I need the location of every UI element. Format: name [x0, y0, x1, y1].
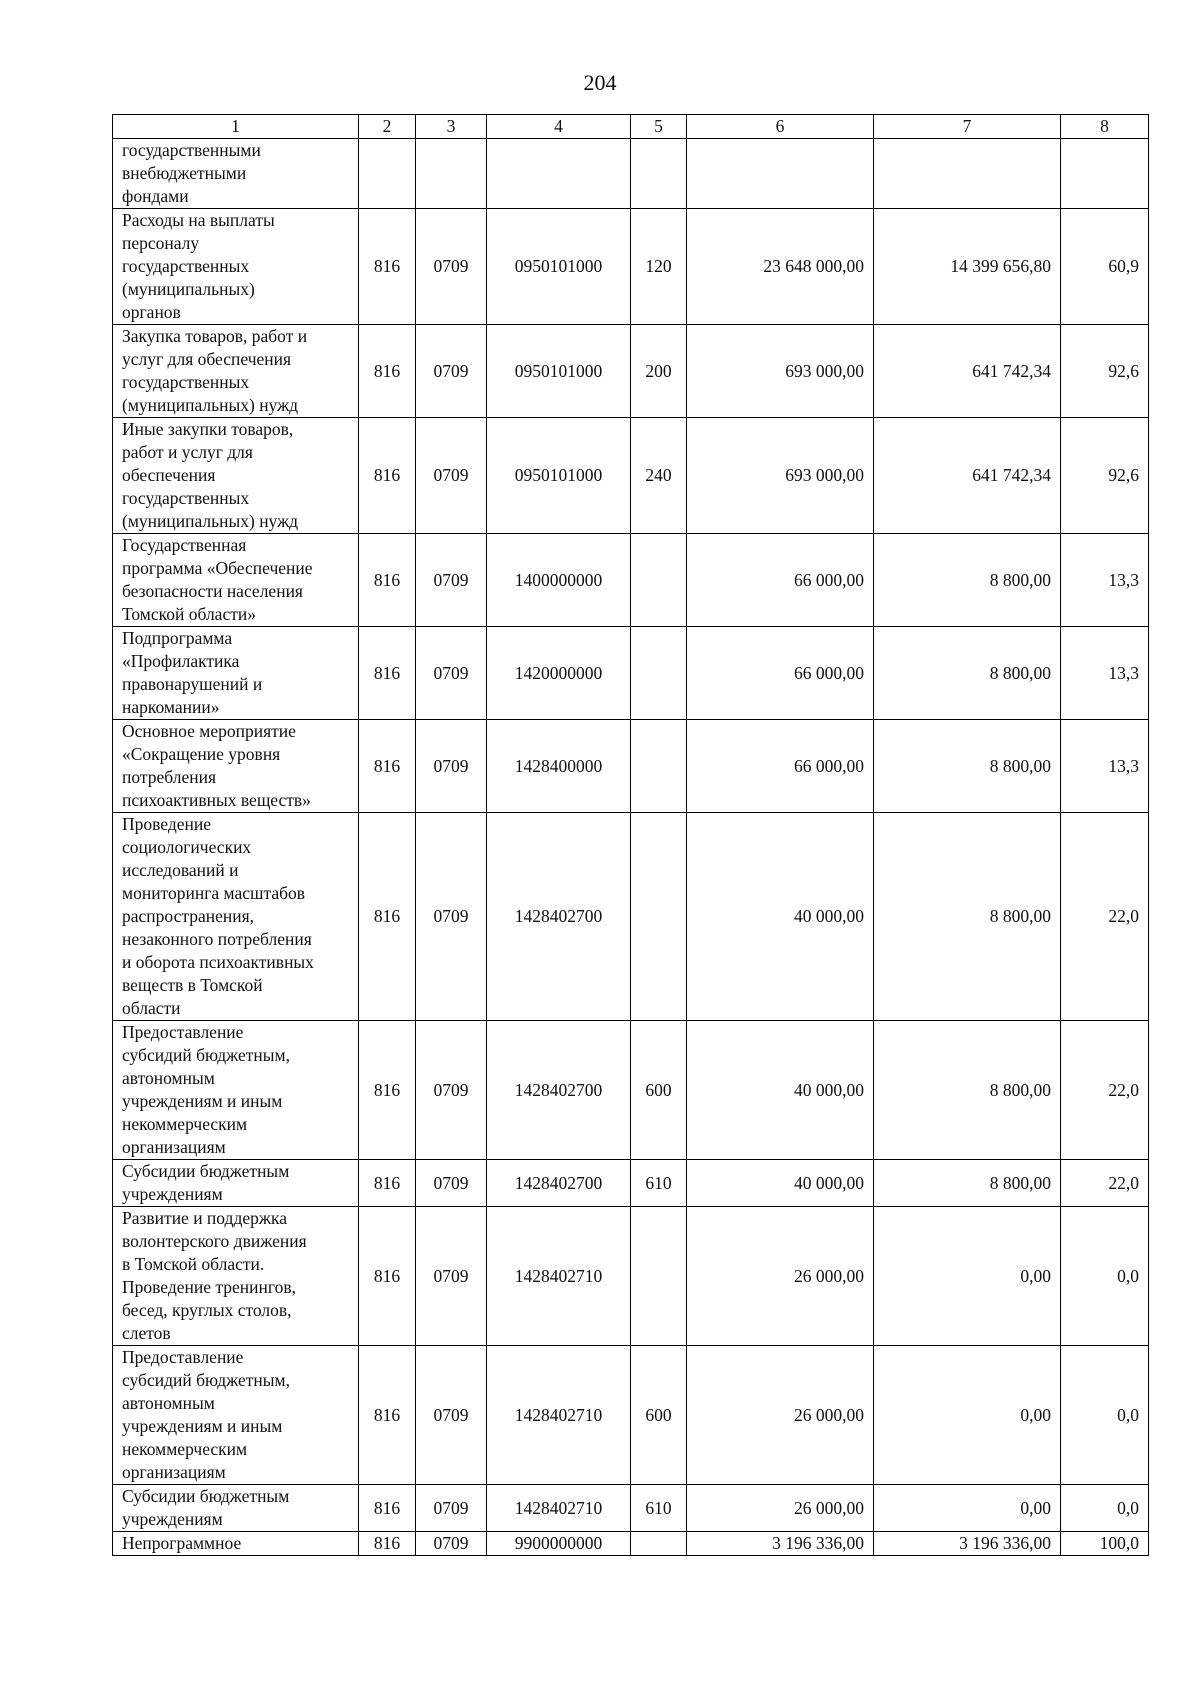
section-cell: 0709 [416, 720, 487, 813]
plan-amount-cell [687, 139, 874, 209]
item-name-line: (муниципальных) нужд [122, 511, 299, 531]
item-name-line: Иные закупки товаров, [122, 419, 294, 439]
column-header: 8 [1061, 115, 1149, 139]
target-article-cell: 1428402700 [487, 1160, 631, 1207]
column-header: 3 [416, 115, 487, 139]
section-cell: 0709 [416, 627, 487, 720]
item-name-cell [113, 139, 359, 209]
target-article-cell [487, 139, 631, 209]
item-name-line: учреждениям [122, 1184, 223, 1204]
expense-type-cell: 600 [631, 1346, 687, 1485]
plan-amount-cell: 66 000,00 [687, 534, 874, 627]
plan-amount-cell: 40 000,00 [687, 1160, 874, 1207]
expense-type-cell: 200 [631, 325, 687, 418]
percent-cell: 13,3 [1061, 534, 1149, 627]
item-name-line: Предоставление [122, 1022, 244, 1042]
item-name-cell [113, 534, 359, 627]
item-name-cell [113, 813, 359, 1021]
section-cell: 0709 [416, 1207, 487, 1346]
item-name-line: психоактивных веществ» [122, 790, 311, 810]
actual-amount-cell: 14 399 656,80 [874, 209, 1061, 325]
plan-amount-cell: 23 648 000,00 [687, 209, 874, 325]
percent-cell: 22,0 [1061, 813, 1149, 1021]
item-name-line: в Томской области. [122, 1254, 265, 1274]
item-name-line: государственных [122, 372, 250, 392]
table-row [113, 1532, 1149, 1556]
section-cell: 0709 [416, 209, 487, 325]
item-name-line: Государственная [122, 535, 247, 555]
item-name-line: бесед, круглых столов, [122, 1300, 292, 1320]
target-article-cell: 1428402710 [487, 1346, 631, 1485]
item-name-line: области [122, 998, 181, 1018]
item-name-line: субсидий бюджетным, [122, 1370, 290, 1390]
code-cell: 816 [359, 1532, 416, 1556]
item-name-line: Проведение тренингов, [122, 1277, 296, 1297]
item-name-line: наркомании» [122, 697, 220, 717]
table-row [113, 139, 1149, 209]
actual-amount-cell: 3 196 336,00 [874, 1532, 1061, 1556]
plan-amount-cell: 693 000,00 [687, 325, 874, 418]
item-name-cell [113, 209, 359, 325]
expense-type-cell [631, 139, 687, 209]
item-name-line: фондами [122, 186, 189, 206]
percent-cell: 13,3 [1061, 720, 1149, 813]
item-name-line: внебюджетными [122, 163, 247, 183]
actual-amount-cell: 8 800,00 [874, 813, 1061, 1021]
column-header: 4 [487, 115, 631, 139]
target-article-cell: 1428400000 [487, 720, 631, 813]
actual-amount-cell: 0,00 [874, 1485, 1061, 1532]
target-article-cell: 1400000000 [487, 534, 631, 627]
target-article-cell: 9900000000 [487, 1532, 631, 1556]
column-header: 1 [113, 115, 359, 139]
item-name-line: Развитие и поддержка [122, 1208, 287, 1228]
item-name-line: «Сокращение уровня [122, 744, 281, 764]
item-name-line: Закупка товаров, работ и [122, 326, 308, 346]
item-name-line: учреждениям и иным [122, 1416, 283, 1436]
item-name-line: Томской области» [122, 604, 256, 624]
percent-cell: 0,0 [1061, 1346, 1149, 1485]
section-cell: 0709 [416, 534, 487, 627]
item-name-line: веществ в Томской [122, 975, 263, 995]
budget-table [112, 114, 1149, 1556]
item-name-line: Проведение [122, 814, 212, 834]
table-row [113, 534, 1149, 627]
item-name-line: Субсидии бюджетным [122, 1486, 290, 1506]
column-header: 2 [359, 115, 416, 139]
expense-type-cell: 610 [631, 1485, 687, 1532]
item-name-line: исследований и [122, 860, 239, 880]
item-name-line: волонтерского движения [122, 1231, 307, 1251]
actual-amount-cell: 8 800,00 [874, 1021, 1061, 1160]
plan-amount-cell: 66 000,00 [687, 627, 874, 720]
expense-type-cell [631, 627, 687, 720]
target-article-cell: 0950101000 [487, 325, 631, 418]
table-row [113, 1485, 1149, 1532]
percent-cell: 0,0 [1061, 1485, 1149, 1532]
item-name-line: Расходы на выплаты [122, 210, 275, 230]
plan-amount-cell: 26 000,00 [687, 1346, 874, 1485]
table-row [113, 209, 1149, 325]
code-cell: 816 [359, 209, 416, 325]
table-row [113, 418, 1149, 534]
item-name-cell [113, 720, 359, 813]
item-name-line: программа «Обеспечение [122, 558, 313, 578]
actual-amount-cell: 8 800,00 [874, 627, 1061, 720]
percent-cell: 22,0 [1061, 1160, 1149, 1207]
item-name-line: (муниципальных) нужд [122, 395, 299, 415]
table-row [113, 720, 1149, 813]
code-cell: 816 [359, 1207, 416, 1346]
section-cell: 0709 [416, 418, 487, 534]
plan-amount-cell: 40 000,00 [687, 1021, 874, 1160]
percent-cell: 92,6 [1061, 418, 1149, 534]
code-cell: 816 [359, 813, 416, 1021]
code-cell: 816 [359, 534, 416, 627]
target-article-cell: 1428402710 [487, 1207, 631, 1346]
actual-amount-cell [874, 139, 1061, 209]
item-name-line: незаконного потребления [122, 929, 312, 949]
page-number: 204 [583, 70, 617, 95]
plan-amount-cell: 26 000,00 [687, 1485, 874, 1532]
actual-amount-cell: 8 800,00 [874, 720, 1061, 813]
code-cell: 816 [359, 1485, 416, 1532]
table-row [113, 1346, 1149, 1485]
item-name-line: распространения, [122, 906, 255, 926]
target-article-cell: 0950101000 [487, 209, 631, 325]
item-name-cell [113, 418, 359, 534]
table-row [113, 627, 1149, 720]
expense-type-cell: 600 [631, 1021, 687, 1160]
expense-type-cell [631, 813, 687, 1021]
target-article-cell: 1428402700 [487, 813, 631, 1021]
plan-amount-cell: 26 000,00 [687, 1207, 874, 1346]
item-name-line: социологических [122, 837, 252, 857]
percent-cell [1061, 139, 1149, 209]
item-name-line: слетов [122, 1323, 171, 1343]
percent-cell: 100,0 [1061, 1532, 1149, 1556]
item-name-cell [113, 1485, 359, 1532]
plan-amount-cell: 66 000,00 [687, 720, 874, 813]
item-name-line: автономным [122, 1393, 215, 1413]
code-cell: 816 [359, 627, 416, 720]
column-header: 6 [687, 115, 874, 139]
section-cell: 0709 [416, 325, 487, 418]
table-row [113, 325, 1149, 418]
item-name-line: автономным [122, 1068, 215, 1088]
item-name-line: организациям [122, 1137, 226, 1157]
target-article-cell: 1428402700 [487, 1021, 631, 1160]
item-name-cell [113, 1160, 359, 1207]
item-name-line: Субсидии бюджетным [122, 1161, 290, 1181]
table-body [113, 115, 1149, 1556]
code-cell: 816 [359, 1346, 416, 1485]
item-name-line: и оборота психоактивных [122, 952, 314, 972]
item-name-line: некоммерческим [122, 1114, 248, 1134]
expense-type-cell [631, 1532, 687, 1556]
expense-type-cell: 610 [631, 1160, 687, 1207]
actual-amount-cell: 8 800,00 [874, 1160, 1061, 1207]
item-name-line: Предоставление [122, 1347, 244, 1367]
section-cell: 0709 [416, 1160, 487, 1207]
percent-cell: 60,9 [1061, 209, 1149, 325]
item-name-line: безопасности населения [122, 581, 303, 601]
section-cell: 0709 [416, 1021, 487, 1160]
percent-cell: 0,0 [1061, 1207, 1149, 1346]
section-cell: 0709 [416, 813, 487, 1021]
item-name-line: Непрограммное [122, 1533, 242, 1553]
code-cell: 816 [359, 325, 416, 418]
item-name-line: обеспечения [122, 465, 216, 485]
actual-amount-cell: 641 742,34 [874, 418, 1061, 534]
table-row [113, 1021, 1149, 1160]
item-name-line: учреждениям [122, 1509, 223, 1529]
item-name-line: правонарушений и [122, 674, 263, 694]
item-name-cell [113, 1207, 359, 1346]
item-name-line: государственных [122, 256, 250, 276]
percent-cell: 13,3 [1061, 627, 1149, 720]
table-row [113, 813, 1149, 1021]
item-name-cell [113, 1532, 359, 1556]
column-header: 5 [631, 115, 687, 139]
plan-amount-cell: 40 000,00 [687, 813, 874, 1021]
item-name-line: организациям [122, 1462, 226, 1482]
table-row [113, 1160, 1149, 1207]
item-name-line: потребления [122, 767, 217, 787]
section-cell [416, 139, 487, 209]
item-name-line: Основное мероприятие [122, 721, 296, 741]
table-row [113, 1207, 1149, 1346]
item-name-line: учреждениям и иным [122, 1091, 283, 1111]
code-cell: 816 [359, 1021, 416, 1160]
column-header-row [113, 115, 1149, 139]
percent-cell: 22,0 [1061, 1021, 1149, 1160]
code-cell: 816 [359, 1160, 416, 1207]
item-name-cell [113, 627, 359, 720]
item-name-line: государственными [122, 140, 261, 160]
expense-type-cell [631, 720, 687, 813]
item-name-line: органов [122, 302, 181, 322]
actual-amount-cell: 0,00 [874, 1346, 1061, 1485]
item-name-line: «Профилактика [122, 651, 240, 671]
plan-amount-cell: 693 000,00 [687, 418, 874, 534]
item-name-line: мониторинга масштабов [122, 883, 306, 903]
code-cell: 816 [359, 720, 416, 813]
section-cell: 0709 [416, 1532, 487, 1556]
expense-type-cell [631, 1207, 687, 1346]
expense-type-cell [631, 534, 687, 627]
target-article-cell: 1420000000 [487, 627, 631, 720]
item-name-line: (муниципальных) [122, 279, 255, 299]
item-name-line: некоммерческим [122, 1439, 248, 1459]
item-name-cell [113, 1346, 359, 1485]
item-name-line: государственных [122, 488, 250, 508]
item-name-line: работ и услуг для [122, 442, 253, 462]
item-name-cell [113, 325, 359, 418]
section-cell: 0709 [416, 1485, 487, 1532]
target-article-cell: 1428402710 [487, 1485, 631, 1532]
target-article-cell: 0950101000 [487, 418, 631, 534]
actual-amount-cell: 8 800,00 [874, 534, 1061, 627]
code-cell [359, 139, 416, 209]
expense-type-cell: 240 [631, 418, 687, 534]
item-name-cell [113, 1021, 359, 1160]
expense-type-cell: 120 [631, 209, 687, 325]
percent-cell: 92,6 [1061, 325, 1149, 418]
item-name-line: субсидий бюджетным, [122, 1045, 290, 1065]
actual-amount-cell: 0,00 [874, 1207, 1061, 1346]
section-cell: 0709 [416, 1346, 487, 1485]
item-name-line: услуг для обеспечения [122, 349, 292, 369]
item-name-line: Подпрограмма [122, 628, 233, 648]
actual-amount-cell: 641 742,34 [874, 325, 1061, 418]
plan-amount-cell: 3 196 336,00 [687, 1532, 874, 1556]
item-name-line: персоналу [122, 233, 200, 253]
column-header: 7 [874, 115, 1061, 139]
code-cell: 816 [359, 418, 416, 534]
